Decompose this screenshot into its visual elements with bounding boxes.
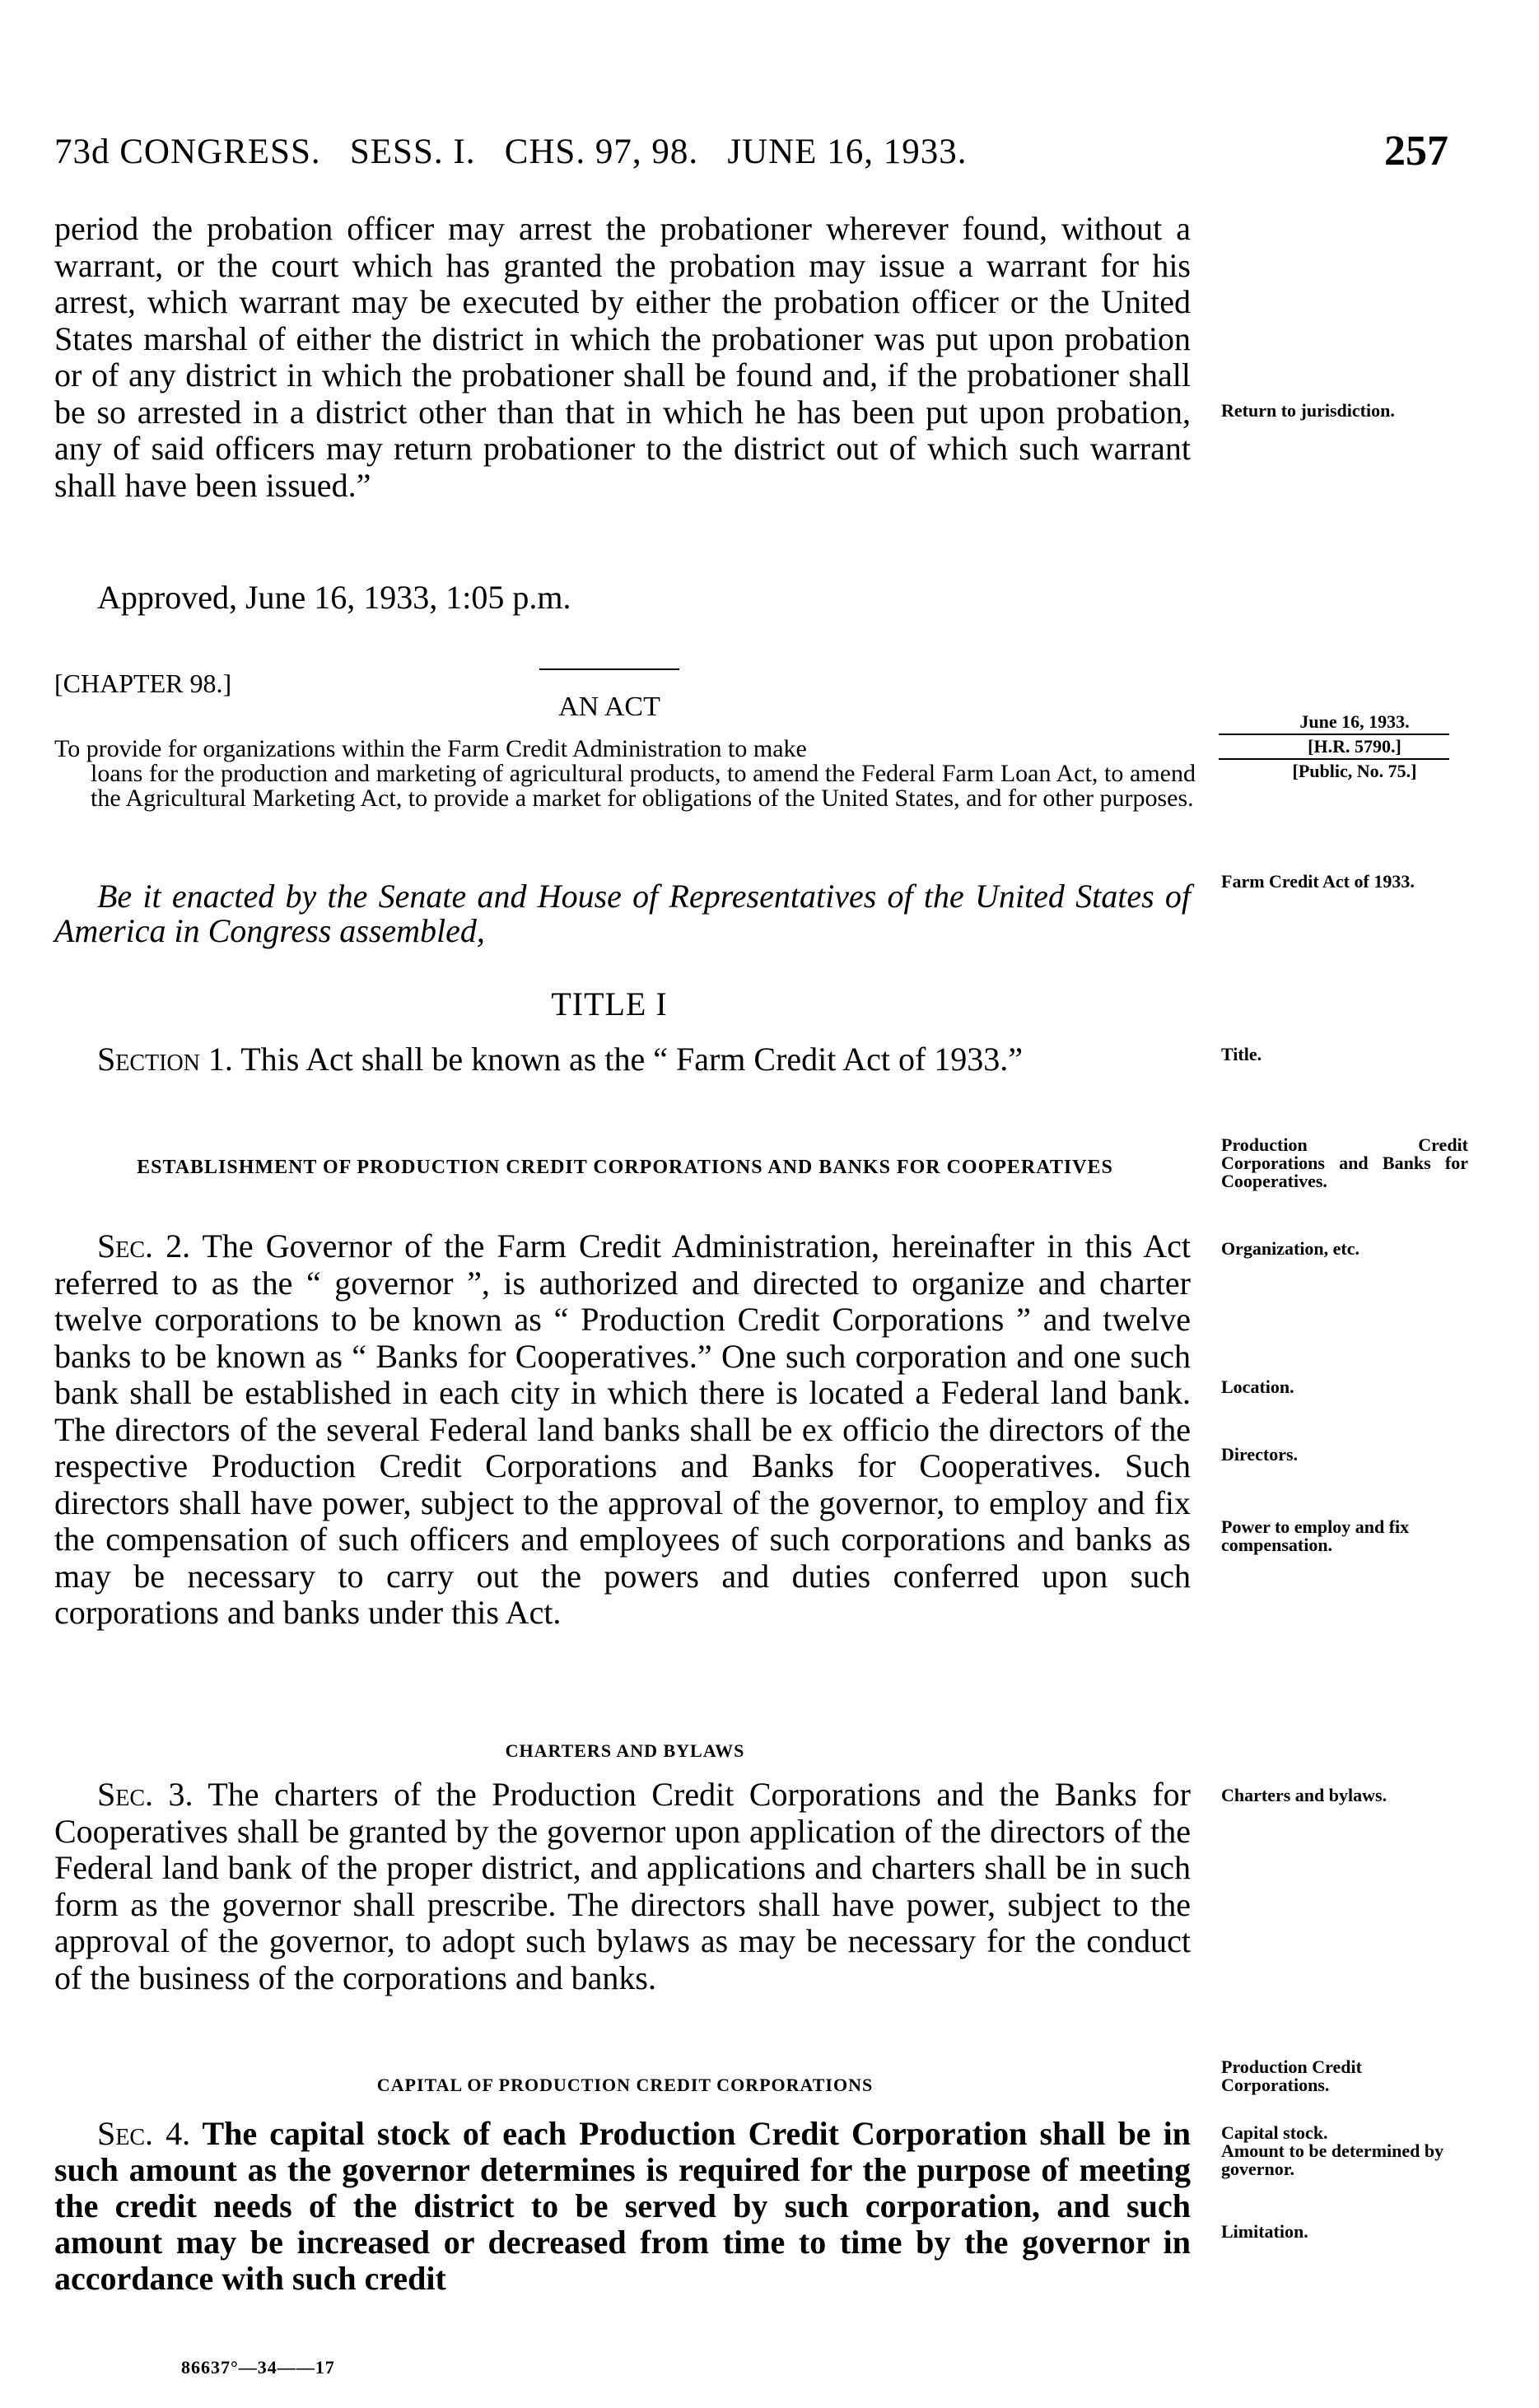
purpose-remainder: loans for the production and marketing of agricultural products, to amend the Federal Farm Loan Act, to amend the Agricultural Marketing Act, to provide a market for obligations of the United States, and for other purposes.: [91, 760, 1196, 812]
margin-note-directors: Directors.: [1221, 1444, 1299, 1465]
margin-note-pcc-banks: Production Credit Corporations and Banks for Cooperatives.: [1221, 1134, 1468, 1191]
section-4-paragraph: [54, 2116, 1191, 2297]
section-1: [54, 1041, 1191, 1078]
section-1-paragraph: [54, 1041, 1191, 1078]
margin-note-date: [1260, 713, 1449, 780]
act-purpose: [54, 737, 1196, 811]
section-3-label: Sec. 3.: [97, 1776, 194, 1813]
section-2-paragraph: [54, 1228, 1191, 1632]
margin-rule: [1219, 734, 1449, 735]
section-4-text: The capital stock of each Production Credit Corporation shall be in such amount as the governor determines is required for the purpose of meeting the credit needs of the district to be served by such corporation, and such amount may be increased or decreased from time to time by the governor in accordance with such credit: [54, 2115, 1192, 2297]
purpose-line-1: To provide for organizations within the Farm Credit Administration to make: [54, 735, 807, 762]
chapter-label: [CHAPTER 98.]: [54, 668, 232, 698]
title-heading: TITLE I: [551, 985, 668, 1022]
margin-public-law: [Public, No. 75.]: [1292, 761, 1417, 781]
section-1-text: This Act shall be known as the “ Farm Credit Act of 1933.”: [240, 1041, 1024, 1078]
enacting-clause: Be it enacted by the Senate and House of Representatives of the United States of America in Congress assembled,: [54, 878, 1191, 949]
margin-note-charters: Charters and bylaws.: [1221, 1785, 1387, 1805]
section-2-text: The Governor of the Farm Credit Administration, hereinafter in this Act referred to as the “ governor ”, is authorized and directed to organize and charter twelve corporations to be known as “ Production Credit Corporations ” and twelve banks to be known as “ Banks for Cooperatives.” One such corporation and one such bank shall be established in each city in which there is located a Federal land bank. The directors of the several Federal land banks shall be ex officio the directors of the respective Production Credit Corporations and Banks for Cooperatives. Such directors shall have power, subject to the approval of the governor, to employ and fix the compensation of such officers and employees of such corporations and banks as may be necessary to carry out the powers and duties conferred upon such corporations and banks under this Act.: [54, 1227, 1191, 1631]
section-4-label: Sec. 4.: [97, 2115, 191, 2152]
approval-line: Approved, June 16, 1933, 1:05 p.m.: [97, 579, 571, 616]
heading-establishment: ESTABLISHMENT OF PRODUCTION CREDIT CORPORATIONS AND BANKS FOR COOPERATIVES: [137, 1157, 1113, 1178]
margin-note-short-title: Farm Credit Act of 1933.: [1221, 871, 1415, 892]
section-2-label: Sec. 2.: [97, 1227, 191, 1265]
margin-note-location: Location.: [1221, 1376, 1294, 1397]
margin-note-amount: Amount to be determined by governor.: [1221, 2140, 1444, 2179]
page-number: 257: [1384, 128, 1448, 175]
margin-bill: [H.R. 5790.]: [1308, 736, 1401, 757]
margin-note-power: Power to employ and fix compensation.: [1221, 1516, 1410, 1555]
margin-note-limitation: Limitation.: [1221, 2221, 1308, 2242]
act-heading: AN ACT: [558, 692, 660, 722]
section-divider: [539, 668, 679, 670]
margin-note-capital: Capital stock.: [1221, 2122, 1328, 2143]
margin-note-pcc: Production Credit Corporations.: [1221, 2056, 1362, 2095]
margin-note-return-jurisdiction: Return to jurisdiction.: [1221, 400, 1395, 421]
heading-charters: CHARTERS AND BYLAWS: [505, 1740, 745, 1761]
margin-rule: [1219, 758, 1449, 760]
section-3-text: The charters of the Production Credit Corporations and the Banks for Cooperatives shall be granted by the governor upon application of the directors of the Federal land bank of the proper district, and applications and charters shall be in such form as the governor shall prescribe. The directors shall have power, subject to the approval of the governor, to adopt such bylaws as may be necessary for the conduct of the business of the corporations and banks.: [54, 1776, 1191, 1996]
margin-date: June 16, 1933.: [1299, 711, 1410, 732]
section-3-paragraph: [54, 1777, 1191, 1996]
section-4: [54, 2116, 1191, 2297]
section-2: [54, 1228, 1191, 1632]
margin-note-organization: Organization, etc.: [1221, 1238, 1360, 1259]
running-head: 73d CONGRESS. SESS. I. CHS. 97, 98. JUNE 16, 1933.: [54, 133, 968, 171]
printer-signature: 86637°—34——17: [181, 2357, 335, 2378]
chapter-97-continuation: period the probation officer may arrest the probationer wherever found, without a warrant, or the court which has granted the probation may issue a warrant for his arrest, which warrant may be executed by either the probation officer or the United States marshal of either the district in which the probationer was put upon probation or of any district in which the probationer shall be found and, if the probationer shall be so arrested in a district other than that in which he has been put upon probation, any of said officers may return probationer to the district out of which such warrant shall have been issued.”: [54, 210, 1191, 504]
section-1-label: Section 1.: [97, 1041, 233, 1078]
section-3: [54, 1777, 1191, 1996]
margin-note-title: Title.: [1221, 1044, 1262, 1064]
heading-capital: CAPITAL OF PRODUCTION CREDIT CORPORATIONS: [376, 2075, 874, 2095]
